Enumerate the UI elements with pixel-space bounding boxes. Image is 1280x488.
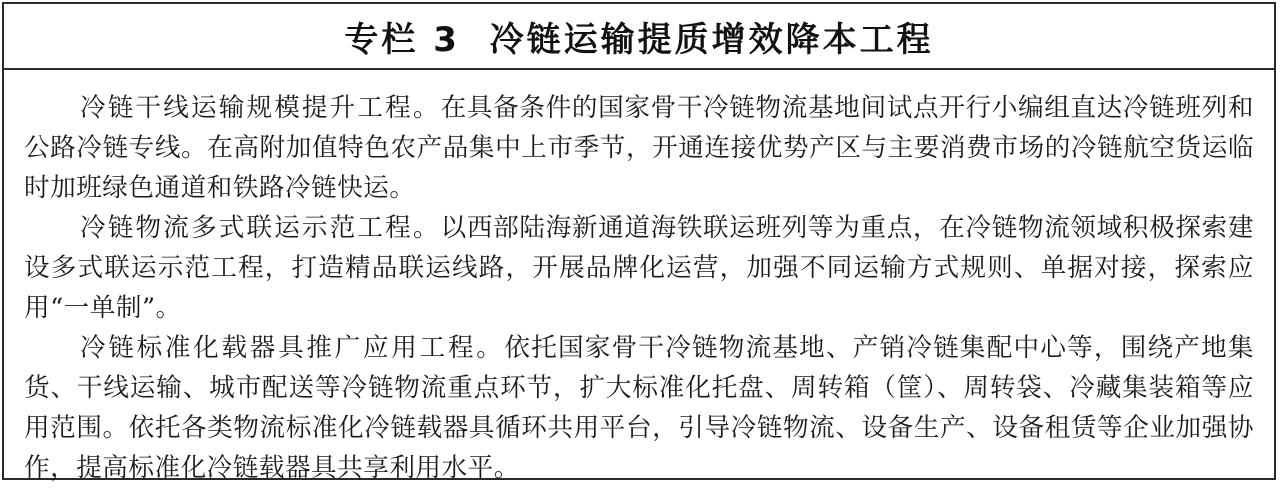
column-header	[4, 4, 1274, 70]
paragraph-text: 在具备条件的国家骨干冷链物流基地间试点开行小编组直达冷链班列和公路冷链专线。在高附加值特色农产品集中上市季节，开通连接优势产区与主要消费市场的冷链航空货运临时加班绿色通道和铁路冷链快运。	[24, 93, 1254, 203]
paragraph-heading: 冷链干线运输规模提升工程。	[80, 93, 441, 123]
paragraph-heading: 冷链标准化载器具推广应用工程。	[80, 333, 505, 363]
paragraph-text: 依托国家骨干冷链物流基地、产销冷链集配中心等，围绕产地集货、干线运输、城市配送等冷链物流重点环节，扩大标准化托盘、周转箱（筐）、周转袋、冷藏集装箱等应用范围。依托各类物流标准化冷链载器具循环共用平台，引导冷链物流、设备生产、设备租赁等企业加强协作，提高标准化冷链载器具共享利用水平。	[24, 333, 1254, 483]
paragraph-multimodal	[24, 208, 1254, 328]
paragraph-text: 以西部陆海新通道海铁联运班列等为重点，在冷链物流领域积极探索建设多式联运示范工程，打造精品联运线路，开展品牌化运营，加强不同运输方式规则、单据对接，探索应用“一单制”。	[24, 213, 1254, 323]
column-title: 专栏 3 冷链运输提质增效降本工程	[344, 19, 934, 60]
paragraph-heading: 冷链物流多式联运示范工程。	[80, 213, 441, 243]
paragraph-standard-carriers	[24, 328, 1254, 488]
paragraph-trunk-transport	[24, 88, 1254, 208]
column-box	[2, 2, 1276, 483]
column-body	[4, 70, 1274, 488]
